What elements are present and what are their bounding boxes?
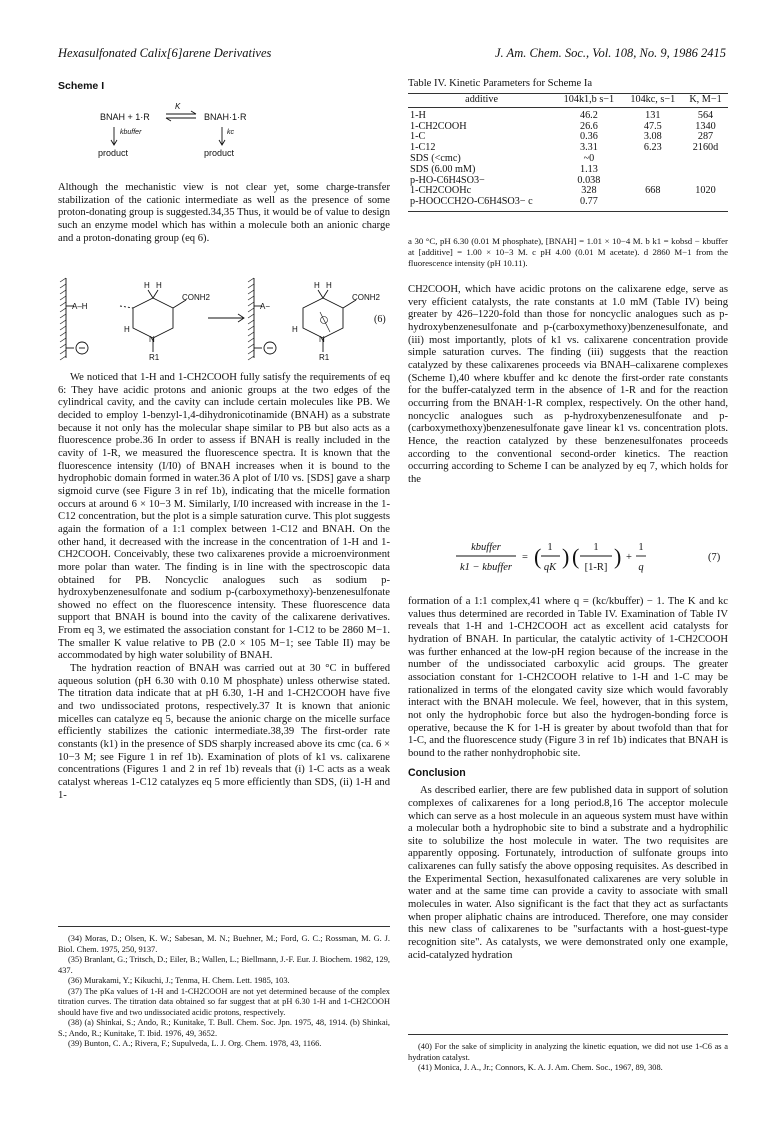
eq6-anion-right: A− xyxy=(260,302,271,311)
table-cell: 0.038 xyxy=(577,174,601,186)
table-cell: 1-CH2COOHc xyxy=(410,185,472,197)
paragraph: The hydration reaction of BNAH was carried out at 30 °C in buffered aqueous solution (pH 6.30 with 0.10 M phosphate) unless otherwise stated. The titration data indicate that at pH 6.30, 1-H and 1-CH2COOH have five and two undissociated protons, respectively.37 It is known that anionic micelles can catalyze eq 5, because the anionic charge on the micelle surface efficiently stabilizes the cationic intermediate.38,39 The first-order rate constants (k1) in the presence of SDS sharply increased above its cmc (ca. 6 × 10−3 M; see Figure 1 in ref 1b). Examination of plots of k1 vs. calixarene concentrations (Figures 1 and 2 in ref 1b) reveals that (i) 1-C acts as a weak catalyst whereas 1-C12 catalyzes eq 5 more efficiently than SDS, (ii) 1-H and 1- xyxy=(58,663,390,801)
table-cell xyxy=(623,154,683,165)
eq6-acid-left: A–H xyxy=(72,302,88,311)
table-cell: 1-C xyxy=(410,131,426,143)
svg-text:1: 1 xyxy=(593,542,599,553)
equation-6-diagram xyxy=(58,276,390,362)
table-cell: 6.23 xyxy=(643,142,662,154)
scheme-diagram xyxy=(100,104,320,162)
paragraph: As described earlier, there are few published data in support of solution complexes of calixarenes for a long period.8,16 The acceptor molecule which can serve as a host molecule in an aqueous system must have within a molecular both a hydrophobic site to bind a substrate and a hydrophilic site to solubilize the host molecule in water. The two requisites are apparently opposing. Fortunately, introduction of sulfonate groups into calixarenes can fully satisfy the above opposing requisites. As described in the Experimental Section, hexasulfonated calixarenes are very soluble in water and at the same time can provide a cavity to associate with small molecules in water. Also significant is the fact that they act as surfactants when proper aliphatic chains are introduced. Therefore, one may consider this new class of calixarenes to be "surfactants with a host-guest-type recognition site". As catalysts, we were demonstrated only one example, acid-catalyzed hydration xyxy=(408,785,728,961)
running-header-left: Hexasulfonated Calix[6]arene Derivatives xyxy=(58,46,272,60)
table-cell xyxy=(683,165,728,176)
table-cell: 1340 xyxy=(695,120,716,132)
footnote: (40) For the sake of simplicity in analyzing the kinetic equation, we did not use 1-C6 as a hydration catalyst. xyxy=(408,1042,728,1062)
table-cell: 1020 xyxy=(695,185,716,197)
kinetic-table xyxy=(408,93,728,212)
footnote: (39) Bunton, C. A.; Rivera, F.; Supulveda, L. J. Org. Chem. 1978, 43, 1166. xyxy=(68,1039,322,1048)
table-row xyxy=(408,197,728,211)
eq7-denominator: k1 − kbuffer xyxy=(460,562,512,573)
footnotes-right xyxy=(408,1042,728,1074)
table-cell: SDS (<cmc) xyxy=(410,152,461,164)
paragraph: formation of a 1:1 complex,41 where q = (kc/kbuffer) − 1. The K and kc values thus determined are recorded in Table IV. Examination of Table IV reveals that 1-H and 1-CH2COOH act as excellent acid catalysts for hydration of BNAH. In particular, the catalytic activity of 1-CH2COOH was further enhanced at the low-pH region because of the increase in the number of the undissociated carboxylic acid groups. The greater association constant for 1-CH2COOH relative to 1-H and 1-C may be rationalized in terms of the elongated cavity size which would favorably interact with the BNAH molecule. We feel, however, that in this system, not only the hydrophobic force but also the hydrogen-bonding force is operative, because the K for 1-H is greater by about twofold than that for 1-C, and the fluorescence study (Figure 3 in ref 1b) indicates that BNAH is bound to the rather nonhydrophobic site. xyxy=(408,596,728,759)
table-cell xyxy=(623,197,683,211)
table-row xyxy=(408,107,728,121)
paragraph: Although the mechanistic view is not clear yet, some charge-transfer stabilization of the cationic intermediate as well as the presence of some proton-donating group is suggested.34,35 Thus, it would be of value to design such an enzyme model which has within a molecule both an anionic charge and a proton-donating group (eq 6). xyxy=(58,182,390,244)
eq6-h-label: H xyxy=(292,325,298,334)
table-cell: 0.77 xyxy=(555,197,622,211)
right-column-lower xyxy=(408,596,728,962)
table-row xyxy=(408,132,728,143)
table-header: additive xyxy=(408,94,555,108)
k-buffer-label: kbuffer xyxy=(120,129,142,136)
eq6-h-label: H xyxy=(314,281,320,290)
running-header-right: J. Am. Chem. Soc., Vol. 108, No. 9, 1986 2415 xyxy=(494,46,726,60)
svg-text:qK: qK xyxy=(543,562,557,573)
table-cell: 2160d xyxy=(692,142,719,154)
eq7-numerator: kbuffer xyxy=(471,542,501,553)
eq6-n-left: N xyxy=(149,335,155,344)
table-cell: 0.36 xyxy=(579,131,598,143)
table-header: 104k1,b s−1 xyxy=(555,94,622,108)
footnote: (35) Branlant, G.; Tritsch, D.; Eiler, B.; Wallen, L.; Biellmann, J.-F. Eur. J. Biochem. 1982, 129, 437. xyxy=(58,955,390,975)
table-cell xyxy=(683,154,728,165)
table-cell: 26.6 xyxy=(579,120,598,132)
left-column-body xyxy=(58,372,390,802)
table-cell: 287 xyxy=(697,131,714,143)
table-cell: 46.2 xyxy=(579,109,598,121)
footnotes-left xyxy=(58,934,390,1050)
table-cell: 1.13 xyxy=(579,163,598,175)
svg-text:=: = xyxy=(522,552,528,563)
footnote: (38) (a) Shinkai, S.; Ando, R.; Kunitake, T. Bull. Chem. Soc. Jpn. 1975, 48, 1914. (b) Shinkai, S.; Ando, R.; Kunitake, T. Ibid. 1976, 49, 3652. xyxy=(58,1018,390,1038)
table-header: K, M−1 xyxy=(683,94,728,108)
eq6-r1-right: R1 xyxy=(319,353,330,362)
svg-text:): ) xyxy=(614,544,622,569)
scheme-complex: BNAH·1·R xyxy=(204,112,247,122)
table-footnote: a 30 °C, pH 6.30 (0.01 M phosphate), [BNAH] = 1.01 × 10−4 M. b k1 = kobsd − kbuffer at [additive] = 1.00 × 10−3 M. c pH 4.00 (0.01 M acetate). d 2860 M−1 from the fluorescence intensity (pH 10.11). xyxy=(408,236,728,268)
table-row xyxy=(408,165,728,176)
table-cell: 47.5 xyxy=(643,120,662,132)
footnote: (37) The pKa values of 1-H and 1-CH2COOH are not yet determined because of the complex titration curves. The titration data obtained so far suggest that at pH 6.30 1-H and 1-CH2COOH should have five and two undissociated acidic protons, respectively. xyxy=(58,986,390,1017)
svg-text:1: 1 xyxy=(638,542,644,553)
footnote-rule xyxy=(408,1034,728,1035)
svg-text:(: ( xyxy=(534,544,542,569)
svg-text:1: 1 xyxy=(547,542,553,553)
table-cell: 668 xyxy=(645,185,661,197)
left-column-intro xyxy=(58,182,390,245)
svg-text:q: q xyxy=(638,562,644,573)
eq6-h-label: H xyxy=(156,281,162,290)
footnote: (41) Monica, J. A., Jr.; Connors, K. A. J. Am. Chem. Soc., 1967, 89, 308. xyxy=(418,1063,663,1072)
eq6-h-label: H xyxy=(124,325,130,334)
footnote: (34) Moras, D.; Olsen, K. W.; Sabesan, M. N.; Buehner, M.; Ford, G. C.; Rossman, M. G. J. Biol. Chem. 1975, 250, 9137. xyxy=(58,934,390,954)
svg-text:[1-R]: [1-R] xyxy=(584,562,608,573)
table-cell: 1-C12 xyxy=(410,142,436,154)
table-cell xyxy=(683,197,728,211)
product-left: product xyxy=(98,148,129,158)
table-cell: SDS (6.00 mM) xyxy=(410,163,476,175)
equation-7 xyxy=(408,534,728,588)
svg-text:): ) xyxy=(562,544,570,569)
equilibrium-arrow xyxy=(164,110,200,122)
table-cell: 131 xyxy=(645,109,661,121)
svg-text:(: ( xyxy=(572,544,580,569)
eq6-conh2-right: CONH2 xyxy=(352,293,381,302)
svg-text:+: + xyxy=(626,552,632,563)
table-cell: 564 xyxy=(697,109,714,121)
k-c-label: kc xyxy=(227,129,234,136)
eq6-n-right: N xyxy=(319,335,325,344)
right-column-upper xyxy=(408,284,728,487)
eq6-number: (6) xyxy=(374,314,386,325)
table-title: Table IV. Kinetic Parameters for Scheme Ia xyxy=(408,78,593,89)
table-cell: 3.08 xyxy=(643,131,662,143)
paragraph: CH2COOH, which have acidic protons on the calixarene edge, serve as very efficient catalysts, the rate constants at 1.0 mM (Table IV) being greater by 426–1220-fold than those for noncyclic analogues such as p-hydroxybenzenesulfonate and p-(carboxymethoxy)benzenesulfonate, and (iii) most importantly, plots of k1 vs. calixarene concentration provide simple saturation curves. The finding (iii) suggests that the reaction catalyzed by these calixarenes proceeds via BNAH–calixarene complexes (Scheme I),40 where kbuffer and kc denote the first-order rate constants for the buffer-catalyzed term in the absence of 1-R and for the reaction occurring from the BNAH·1-R complex, respectively. On the other hand, noncyclic analogues such as p-hydroxybenzenesulfonate and p-(carboxymethoxy)benzenesulfonate gave linear k1 vs. concentration plots. Hence, the reaction catalyzed by these benzenesulfonates proceeds according to the conventional second-order kinetics. The reaction occurring according to Scheme I can be analyzed by eq 7, which holds for the xyxy=(408,284,728,485)
eq6-h-label: H xyxy=(326,281,332,290)
table-header: 104kc, s−1 xyxy=(623,94,683,108)
table-cell: ~0 xyxy=(583,152,595,164)
scheme-reactants: BNAH + 1·R xyxy=(100,112,150,122)
footnote-rule xyxy=(58,926,390,927)
paragraph: We noticed that 1-H and 1-CH2COOH fully satisfy the requirements of eq 6: They have acidic protons and anionic groups at the two edges of the cylindrical cavity, and the cavity can include certain molecules like PB. We decided to employ 1-benzyl-1,4-dihydronicotinamide (BNAH) as a substrate because it not only has the molecular shape similar to PB but also acts as a fluorescence probe.36 In order to assess if BNAH is really included in the cavity of 1-R, we measured the fluorescence spectra. It is known that the fluorescence intensity (I/I0) of BNAH increases when it is bound to the hydrophobic domain formed in water.36 A plot of I/I0 vs. [SDS] gave a sharp sigmoid curve (see Figure 3 in ref 1b), indicating that the micelle formation occurs at around 6 × 10−3 M. Similarly, I/I0 increased with increase in the 1-C12 concentration, but the plot is a simple saturation curve. This plot suggests again the formation of a 1:1 complex between 1-C12 and BNAH. On the other hand, it decreased with the increase in the concentration of 1-H and 1-CH2COOH. Conceivably, these two calixarenes provide a microenvironment more polar than water. The finding is in line with the spectroscopic data obtained for PB. Noncyclic analogues such as sodium p-hydroxybenzenesulfonate and sodium p-(carboxymethoxy)-benzenesulfonate showed no effect on the fluorescence intensity. These fluorescence data support that BNAH is bound into the cavity of the calixarene derivatives. From eq 3, we estimated the association constant for 1-C12 to be 2860 M−1. The smaller K value relative to PB (2.0 × 105 M−1; see Table II) may be accommodated by high water solubility of BNAH. xyxy=(58,372,390,662)
eq6-r1-left: R1 xyxy=(149,353,160,362)
table-row xyxy=(408,122,728,133)
scheme-title: Scheme I xyxy=(58,80,105,92)
product-right: product xyxy=(204,148,235,158)
eq6-h-label: H xyxy=(144,281,150,290)
table-cell: 328 xyxy=(581,185,597,197)
table-cell: p-HO-C6H4SO3− xyxy=(410,174,485,186)
table-cell: 3.31 xyxy=(579,142,598,154)
scheme-k-label: K xyxy=(175,102,181,111)
table-cell: p-HOOCCH2O-C6H4SO3− c xyxy=(408,197,555,211)
conclusion-heading: Conclusion xyxy=(408,766,466,779)
eq6-conh2-left: CONH2 xyxy=(182,293,211,302)
footnote: (36) Murakami, Y.; Kikuchi, J.; Tenma, H. Chem. Lett. 1985, 103. xyxy=(68,976,290,985)
table-cell xyxy=(623,165,683,176)
eq7-number: (7) xyxy=(708,552,721,563)
table-cell: 1-H xyxy=(410,109,426,121)
table-cell: 1-CH2COOH xyxy=(410,120,467,132)
